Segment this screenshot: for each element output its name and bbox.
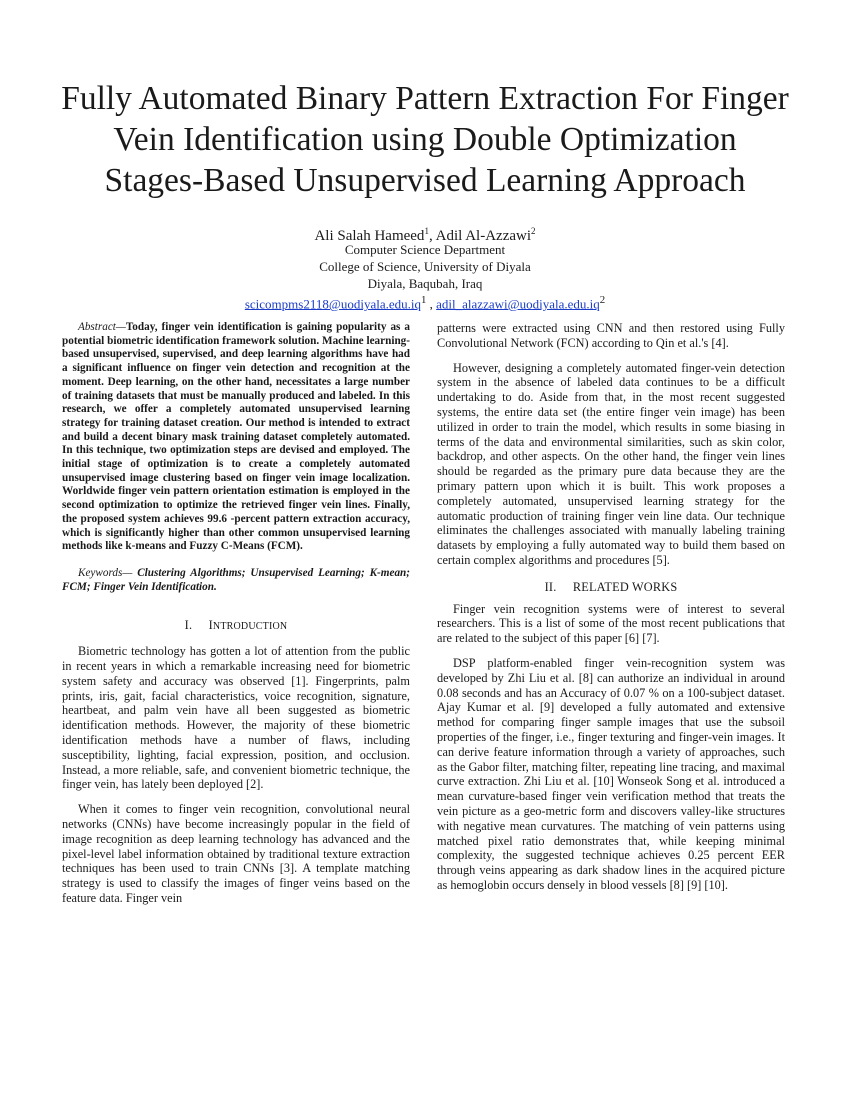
title-line: Fully Automated Binary Pattern Extraction For Finger (61, 80, 789, 117)
section-heading-related-works (437, 580, 785, 595)
paragraph: DSP platform-enabled finger vein-recognition system was developed by Zhi Liu et al. [8] can authorize an individual in around 0.08 seconds and has an Accuracy of 0.07 % on a 100-subject dataset. Ajay Kumar et al. [9] developed a fully automated and extensive method for comparing finger sample images that use the subsoil properties of the finger, i.e., finger texturing and finger-vein images. It can derive feature information through a variety of approaches, such as the Gabor filter, matching filter, repeating line tracing, and maximal curve extraction. Zhi Liu et al. [10] Wonseok Song et al. introduced a mean curvature-based finger vein verification method that treats the vein picture as a geo-metric form and discovers valley-like structures with negative mean curvatures. The matching of vein patterns using matched pixel ratio demonstrates that, while keeping minimal complexity, the suggested technique achieves 0.25 percent EER through veins appearing as dark shadow lines in the acquired picture as hemoglobin occurs densely in blood vessels [8] [9] [10]. (437, 655, 785, 892)
email-superscript: 2 (599, 294, 606, 306)
email-superscript: 1 (420, 294, 427, 306)
title-line: Vein Identification using Double Optimization (113, 121, 737, 158)
affiliation-line: Computer Science Department (344, 242, 506, 257)
email-separator: , (426, 296, 437, 312)
paragraph-continuation: patterns were extracted using CNN and then restored using Fully Convolutional Network (FCN) according to Qin et al.'s [4]. (437, 321, 785, 350)
keywords-dash: — (122, 566, 138, 579)
author-separator: , (428, 228, 436, 244)
section-number: I. (184, 618, 193, 633)
paragraph: When it comes to finger vein recognition, convolutional neural networks (CNNs) have become increasingly popular in the field of image recognition as deep learning technology has advanced and the pixel-level label information obtained by traditional texture extraction techniques has been used to train CNNs [3]. A template matching strategy is used to classify the images of finger veins based on the feature data. Finger vein (62, 802, 410, 905)
right-column (437, 321, 785, 893)
section-title-rest: NTRODUCTION (212, 621, 288, 633)
author-superscript: 2 (531, 226, 536, 236)
paragraph: Finger vein recognition systems were of interest to several researchers. This is a list of some of the most recent publications that are related to the subject of this paper [6] [7]. (437, 601, 785, 646)
abstract-label: Abstract (78, 321, 116, 333)
paper-title (40, 78, 810, 201)
title-line: Stages-Based Unsupervised Learning Approach (104, 162, 746, 199)
abstract (62, 321, 410, 554)
affiliation-line: College of Science, University of Diyala (319, 259, 531, 274)
author-name: Ali Salah Hameed (314, 228, 425, 244)
email-link[interactable]: adil_alazzawi@uodiyala.edu.iq (436, 296, 600, 312)
keywords (62, 567, 410, 594)
affiliation-line: Diyala, Baqubah, Iraq (367, 276, 483, 291)
left-column (62, 321, 410, 906)
section-title: RELATED WORKS (572, 579, 678, 594)
email-line (40, 292, 810, 312)
keywords-label: Keywords (78, 566, 123, 579)
section-number: II. (544, 579, 557, 594)
keywords-text: Clustering Algorithms; Unsupervised Learning; K-mean; FCM; Finger Vein Identification. (62, 566, 410, 593)
author-superscript: 1 (424, 226, 429, 236)
section-heading-introduction (62, 618, 410, 635)
abstract-text: Today, finger vein identification is gaining popularity as a potential biometric identification framework solution. Machine learning-based unsupervised, supervised, and deep learning algorithms have had a significant influence on finger vein detection and recognition at the moment. Deep learning, on the other hand, necessitates a large number of training datasets that must be manually produced and labeled. In this research, we offer a completely automated unsupervised learning strategy for training dataset creation. Our method is intended to extract and build a decent binary mask training dataset completely automated. In this technique, two optimization steps are devised and employed. The initial stage of optimization is to create a completely automated unsupervised image clustering based on finger vein image localization. Worldwide finger vein pattern orientation estimation is employed in the second optimization to optimize the retrieved finger vein lines. Finally, the proposed system achieves 99.6 -percent pattern extraction accuracy, which is significantly higher than other common unsupervised learning methods like k-means and Fuzzy C-Means (FCM). (62, 321, 410, 553)
abstract-dash: — (115, 321, 126, 333)
email-link[interactable]: scicompms2118@uodiyala.edu.iq (244, 296, 421, 312)
author-name: Adil Al-Azzawi (435, 228, 532, 244)
section-title-initial: I (208, 618, 213, 633)
paragraph: However, designing a completely automated finger-vein detection system in the absence of labeled data continues to be a difficult undertaking to do. Aside from that, in the most recent suggested systems, the entire data set (the entire finger vein image) has been utilized in order to train the model, which results in some biasing in terms of the data and environmental similarities, such as skin color, backdrop, and other aspects. On the other hand, the finger vein lines should be regarded as the primary pure data because they are the primary pattern upon which it is built. This work proposes a completely automated, unsupervised learning strategy for the automatic production of training finger vein line data. Our technique eliminates the challenges associated with manually labeling training datasets by employing a fully automated way to build them based on certain complex algorithms and procedures [5]. (437, 360, 785, 567)
affiliation-block (40, 241, 810, 312)
paragraph: Biometric technology has gotten a lot of attention from the public in recent years in which a remarkable increasing need for biometric system safety and accuracy was observed [1]. Fingerprints, palm prints, iris, gait, facial characteristics, voice recognition, signature, heartbeat, and palm vein have all been suggested as biometric identification methods. However, the majority of these biometric identification methods have a number of flaws, including susceptibility, lighting, facial expression, position, and occlusion. Instead, a more reliable, safe, and convenient biometric technique, the finger vein, has lately been deployed [2]. (62, 644, 410, 792)
